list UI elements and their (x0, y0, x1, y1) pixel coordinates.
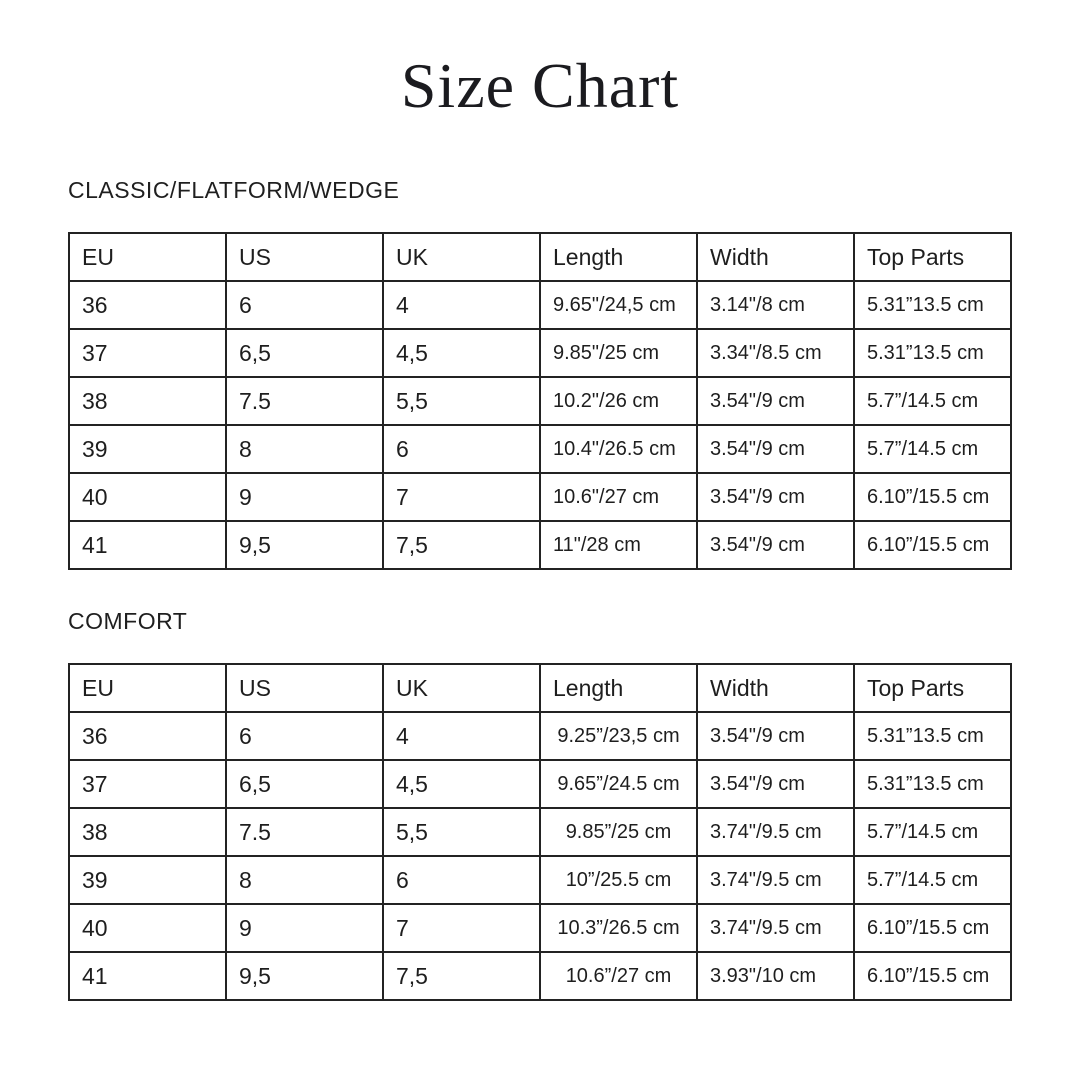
table-cell: 6,5 (226, 329, 383, 377)
table-row (69, 521, 1011, 569)
table-cell: 7 (383, 473, 540, 521)
column-header-width: Width (697, 664, 854, 712)
table-cell: 3.14"/8 cm (697, 281, 854, 329)
column-header-eu: EU (69, 233, 226, 281)
table-cell: 5.7”/14.5 cm (854, 808, 1011, 856)
table-cell: 39 (69, 425, 226, 473)
table-row (69, 904, 1011, 952)
table-cell: 6.10”/15.5 cm (854, 473, 1011, 521)
table-cell: 7 (383, 904, 540, 952)
header-row (69, 664, 1011, 712)
table-cell: 5,5 (383, 377, 540, 425)
table-cell: 8 (226, 856, 383, 904)
table-cell: 9 (226, 904, 383, 952)
table-cell: 7.5 (226, 377, 383, 425)
table-cell: 9.25”/23,5 cm (540, 712, 697, 760)
table-cell: 10.2"/26 cm (540, 377, 697, 425)
table-cell: 4,5 (383, 760, 540, 808)
size-table-classic (68, 232, 1012, 570)
column-header-top-parts: Top Parts (854, 664, 1011, 712)
column-header-us: US (226, 664, 383, 712)
column-header-us: US (226, 233, 383, 281)
table-cell: 3.54"/9 cm (697, 425, 854, 473)
table-cell: 10.6”/27 cm (540, 952, 697, 1000)
table-cell: 3.74"/9.5 cm (697, 808, 854, 856)
table-cell: 6 (226, 712, 383, 760)
column-header-top-parts: Top Parts (854, 233, 1011, 281)
section-label-classic-flatform-wedge: CLASSIC/FLATFORM/WEDGE (68, 177, 400, 204)
table-cell: 6.10”/15.5 cm (854, 521, 1011, 569)
table-cell: 9.85”/25 cm (540, 808, 697, 856)
table-cell: 3.54"/9 cm (697, 521, 854, 569)
table-row (69, 952, 1011, 1000)
table-cell: 40 (69, 904, 226, 952)
table-cell: 4 (383, 712, 540, 760)
table-cell: 10”/25.5 cm (540, 856, 697, 904)
table-cell: 9,5 (226, 952, 383, 1000)
column-header-uk: UK (383, 233, 540, 281)
table-cell: 10.3”/26.5 cm (540, 904, 697, 952)
table-cell: 6 (383, 425, 540, 473)
table-cell: 5.7”/14.5 cm (854, 856, 1011, 904)
table-cell: 37 (69, 329, 226, 377)
table-row (69, 760, 1011, 808)
table-cell: 3.74"/9.5 cm (697, 904, 854, 952)
table-cell: 9,5 (226, 521, 383, 569)
size-table-comfort (68, 663, 1012, 1001)
table-cell: 10.6"/27 cm (540, 473, 697, 521)
table-cell: 3.93"/10 cm (697, 952, 854, 1000)
table-row (69, 425, 1011, 473)
page-title: Size Chart (400, 50, 680, 121)
table-row (69, 473, 1011, 521)
table-body (69, 281, 1011, 569)
table-cell: 6.10”/15.5 cm (854, 952, 1011, 1000)
table-cell: 3.54"/9 cm (697, 473, 854, 521)
table-cell: 3.34"/8.5 cm (697, 329, 854, 377)
table-cell: 5.7”/14.5 cm (854, 425, 1011, 473)
table-header (69, 233, 1011, 281)
table-cell: 7,5 (383, 952, 540, 1000)
table-cell: 38 (69, 377, 226, 425)
table-cell: 3.54"/9 cm (697, 377, 854, 425)
table-cell: 7.5 (226, 808, 383, 856)
column-header-uk: UK (383, 664, 540, 712)
table-cell: 4,5 (383, 329, 540, 377)
table-row (69, 329, 1011, 377)
table-row (69, 856, 1011, 904)
table-cell: 38 (69, 808, 226, 856)
table-cell: 9 (226, 473, 383, 521)
table-cell: 9.65”/24.5 cm (540, 760, 697, 808)
table-cell: 3.54"/9 cm (697, 760, 854, 808)
table-cell: 36 (69, 712, 226, 760)
table-cell: 41 (69, 521, 226, 569)
table-cell: 5,5 (383, 808, 540, 856)
table-cell: 5.7”/14.5 cm (854, 377, 1011, 425)
column-header-width: Width (697, 233, 854, 281)
table-row (69, 712, 1011, 760)
table-cell: 10.4"/26.5 cm (540, 425, 697, 473)
table-cell: 6 (226, 281, 383, 329)
table-cell: 3.54"/9 cm (697, 712, 854, 760)
table-cell: 41 (69, 952, 226, 1000)
table-row (69, 281, 1011, 329)
table-cell: 3.74"/9.5 cm (697, 856, 854, 904)
table-cell: 6,5 (226, 760, 383, 808)
table-header (69, 664, 1011, 712)
table-cell: 5.31”13.5 cm (854, 281, 1011, 329)
table-cell: 7,5 (383, 521, 540, 569)
table-row (69, 377, 1011, 425)
table-cell: 9.65"/24,5 cm (540, 281, 697, 329)
table-cell: 5.31”13.5 cm (854, 329, 1011, 377)
table-cell: 37 (69, 760, 226, 808)
header-row (69, 233, 1011, 281)
table-cell: 4 (383, 281, 540, 329)
table-cell: 8 (226, 425, 383, 473)
table-cell: 5.31”13.5 cm (854, 760, 1011, 808)
table-body (69, 712, 1011, 1000)
table-cell: 36 (69, 281, 226, 329)
table-cell: 6 (383, 856, 540, 904)
table-cell: 6.10”/15.5 cm (854, 904, 1011, 952)
column-header-length: Length (540, 233, 697, 281)
table-cell: 39 (69, 856, 226, 904)
table-cell: 40 (69, 473, 226, 521)
column-header-length: Length (540, 664, 697, 712)
column-header-eu: EU (69, 664, 226, 712)
table-cell: 9.85"/25 cm (540, 329, 697, 377)
section-label-comfort: COMFORT (68, 608, 188, 635)
table-cell: 11"/28 cm (540, 521, 697, 569)
table-cell: 5.31”13.5 cm (854, 712, 1011, 760)
table-row (69, 808, 1011, 856)
